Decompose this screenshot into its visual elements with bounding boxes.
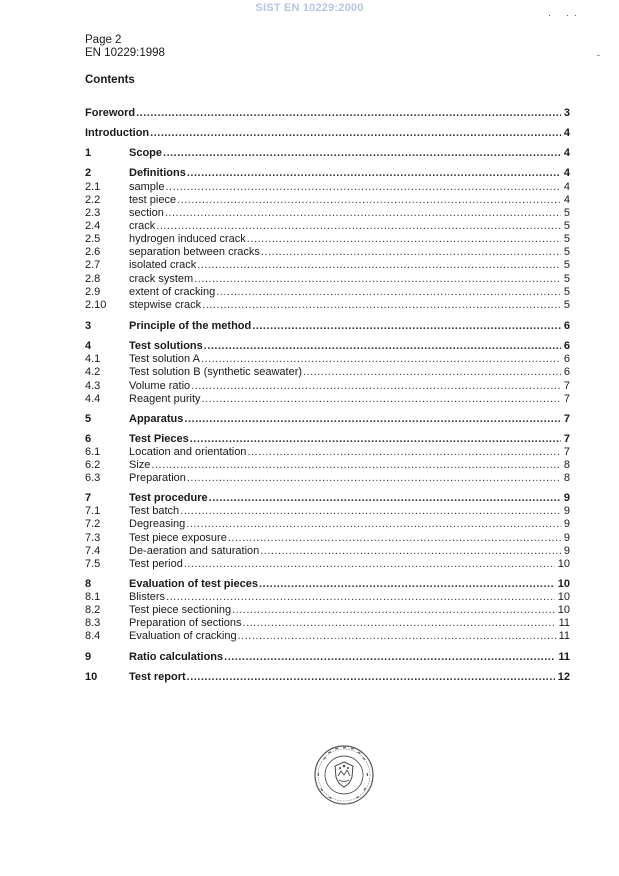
toc-entry (85, 107, 570, 120)
toc-entry-page: 6 (563, 320, 570, 332)
toc-entry (85, 380, 570, 393)
toc-entry-title: Scope (129, 147, 163, 159)
toc-leader-dots (204, 340, 561, 353)
toc-entry (85, 393, 570, 406)
toc-entry-number: 4.2 (85, 366, 101, 378)
toc-entry-page: 6 (563, 353, 570, 365)
toc-entry-title: Test solutions (129, 340, 203, 352)
toc-entry-title: Test period (129, 558, 183, 570)
toc-entry-number: 3 (85, 320, 92, 332)
toc-leader-dots (151, 459, 560, 472)
toc-entry-title: Test solution B (synthetic seawater) (129, 366, 303, 378)
toc-leader-dots (150, 127, 561, 140)
toc-leader-dots (136, 107, 561, 120)
toc-entry (85, 147, 570, 160)
toc-entry-title: Blisters (129, 591, 166, 603)
toc-entry-title: section (129, 207, 164, 219)
toc-entry-page: 4 (563, 147, 570, 159)
toc-entry (85, 433, 570, 446)
toc-entry-page: 3 (563, 107, 570, 119)
page-number: Page 2 (85, 34, 122, 46)
toc-leader-dots (243, 617, 556, 630)
scan-specks: · · · (548, 10, 577, 20)
toc-entry-title: Apparatus (129, 413, 184, 425)
toc-entry-page: 11 (558, 651, 570, 663)
toc-leader-dots (232, 604, 555, 617)
toc-entry (85, 181, 570, 194)
toc-entry-title: Definitions (129, 167, 186, 179)
toc-entry (85, 259, 570, 272)
toc-entry (85, 366, 570, 379)
toc-entry (85, 127, 570, 140)
toc-entry-title: De-aeration and saturation (129, 545, 260, 557)
toc-entry (85, 286, 570, 299)
toc-entry (85, 651, 570, 664)
scan-speck: - (597, 50, 600, 60)
toc-entry (85, 167, 570, 180)
toc-leader-dots (177, 194, 561, 207)
standard-number: EN 10229:1998 (85, 47, 165, 59)
toc-entry-number: 7.4 (85, 545, 101, 557)
toc-entry-title: extent of cracking (129, 286, 216, 298)
toc-entry (85, 472, 570, 485)
toc-leader-dots (259, 578, 555, 591)
toc-entry-number: 7.2 (85, 518, 101, 530)
toc-entry (85, 353, 570, 366)
toc-entry-page: 11 (558, 630, 570, 642)
toc-entry-number: 5 (85, 413, 92, 425)
toc-leader-dots (166, 591, 555, 604)
toc-entry-page: 9 (563, 505, 570, 517)
toc-entry-title: Location and orientation (129, 446, 247, 458)
toc-entry (85, 233, 570, 246)
contents-heading: Contents (85, 74, 135, 86)
toc-leader-dots (252, 320, 561, 333)
toc-entry-title: Evaluation of cracking (129, 630, 237, 642)
toc-entry-number: 8.1 (85, 591, 101, 603)
toc-entry-page: 7 (563, 393, 570, 405)
toc-entry-page: 12 (557, 671, 570, 683)
toc-entry-title: crack (129, 220, 156, 232)
toc-leader-dots (260, 545, 561, 558)
toc-leader-dots (186, 518, 561, 531)
toc-entry-page: 10 (557, 604, 570, 616)
official-seal-icon (313, 744, 375, 806)
toc-entry-page: 5 (563, 207, 570, 219)
toc-entry (85, 246, 570, 259)
toc-entry (85, 617, 570, 630)
toc-entry-page: 4 (563, 127, 570, 139)
toc-entry-number: 4.4 (85, 393, 101, 405)
toc-entry-page: 6 (563, 340, 570, 352)
toc-entry (85, 459, 570, 472)
toc-entry (85, 532, 570, 545)
toc-entry-title: isolated crack (129, 259, 197, 271)
toc-entry (85, 505, 570, 518)
toc-entry-title: hydrogen induced crack (129, 233, 246, 245)
toc-entry-number: 2.3 (85, 207, 101, 219)
toc-leader-dots (156, 220, 561, 233)
toc-entry-page: 5 (563, 273, 570, 285)
toc-entry-title: Evaluation of test pieces (129, 578, 258, 590)
toc-leader-dots (184, 558, 555, 571)
toc-entry (85, 446, 570, 459)
toc-entry-number: 4.3 (85, 380, 101, 392)
toc-entry-number: 2.5 (85, 233, 101, 245)
toc-entry (85, 492, 570, 505)
toc-leader-dots (224, 651, 555, 664)
toc-entry-number: 8 (85, 578, 92, 590)
toc-leader-dots (180, 505, 561, 518)
toc-entry-title: Preparation of sections (129, 617, 242, 629)
toc-entry-title: test piece (129, 194, 177, 206)
toc-leader-dots (187, 671, 555, 684)
toc-entry (85, 273, 570, 286)
toc-entry-title: Volume ratio (129, 380, 191, 392)
toc-entry-number: 2.2 (85, 194, 101, 206)
toc-entry-number: 2.8 (85, 273, 101, 285)
toc-entry-number: 6.3 (85, 472, 101, 484)
toc-entry (85, 630, 570, 643)
toc-entry-title: Preparation (129, 472, 186, 484)
toc-entry (85, 194, 570, 207)
toc-entry-page: 7 (563, 413, 570, 425)
toc-leader-dots (247, 446, 560, 459)
toc-entry-title: Test solution A (129, 353, 200, 365)
toc-entry-page: 5 (563, 286, 570, 298)
toc-leader-dots (238, 630, 556, 643)
toc-entry-page: 5 (563, 220, 570, 232)
toc-entry-number: 1 (85, 147, 92, 159)
toc-entry-number: 10 (85, 671, 98, 683)
toc-leader-dots (202, 299, 561, 312)
toc-entry-number: 2.1 (85, 181, 101, 193)
toc-entry-number: 2 (85, 167, 92, 179)
toc-entry-title: Reagent purity (129, 393, 201, 405)
toc-entry-number: 6.2 (85, 459, 101, 471)
toc-entry-title: crack system (129, 273, 194, 285)
toc-entry (85, 220, 570, 233)
toc-entry-number: 8.2 (85, 604, 101, 616)
toc-entry-page: 5 (563, 246, 570, 258)
toc-entry (85, 671, 570, 684)
toc-entry-page: 10 (557, 591, 570, 603)
toc-leader-dots (202, 393, 561, 406)
toc-entry-number: 7.1 (85, 505, 101, 517)
toc-leader-dots (216, 286, 561, 299)
toc-leader-dots (261, 246, 561, 259)
toc-entry-number: 2.9 (85, 286, 101, 298)
toc-entry (85, 578, 570, 591)
toc-leader-dots (184, 413, 560, 426)
toc-leader-dots (303, 366, 561, 379)
toc-entry-page: 7 (563, 433, 570, 445)
toc-entry-page: 9 (563, 492, 570, 504)
toc-leader-dots (163, 147, 561, 160)
toc-entry (85, 545, 570, 558)
toc-leader-dots (191, 380, 561, 393)
toc-entry-number: 4.1 (85, 353, 101, 365)
toc-leader-dots (165, 207, 561, 220)
toc-entry-page: 4 (563, 194, 570, 206)
toc-entry-title: Size (129, 459, 151, 471)
toc-entry (85, 413, 570, 426)
toc-leader-dots (165, 181, 560, 194)
toc-leader-dots (197, 259, 561, 272)
toc-entry-title: stepwise crack (129, 299, 202, 311)
toc-entry (85, 207, 570, 220)
toc-entry-title: Test report (129, 671, 186, 683)
toc-entry-page: 4 (563, 181, 570, 193)
toc-leader-dots (190, 433, 561, 446)
toc-entry-title: Test Pieces (129, 433, 189, 445)
toc-entry (85, 518, 570, 531)
toc-entry (85, 320, 570, 333)
toc-entry-title: Test piece sectioning (129, 604, 232, 616)
toc-entry-title: Test piece exposure (129, 532, 227, 544)
toc-leader-dots (247, 233, 561, 246)
toc-entry-number: 2.4 (85, 220, 101, 232)
toc-entry-title: Test procedure (129, 492, 208, 504)
toc-entry-number: 2.10 (85, 299, 107, 311)
toc-entry-title: Test batch (129, 505, 180, 517)
toc-entry-number: 7.3 (85, 532, 101, 544)
toc-entry-page: 10 (557, 578, 570, 590)
toc-leader-dots (194, 273, 561, 286)
toc-entry-page: 4 (563, 167, 570, 179)
toc-entry-number: 8.4 (85, 630, 101, 642)
page-header (85, 34, 165, 60)
toc-entry (85, 558, 570, 571)
toc-entry-title: Introduction (85, 127, 150, 139)
toc-entry-page: 9 (563, 545, 570, 557)
toc-entry-title: Degreasing (129, 518, 186, 530)
toc-leader-dots (209, 492, 561, 505)
toc-entry-number: 8.3 (85, 617, 101, 629)
toc-entry-number: 2.6 (85, 246, 101, 258)
toc-entry-title: separation between cracks (129, 246, 260, 258)
toc-entry-page: 6 (563, 366, 570, 378)
toc-entry-number: 7.5 (85, 558, 101, 570)
toc-entry (85, 604, 570, 617)
toc-entry-number: 6.1 (85, 446, 101, 458)
toc-entry-page: 5 (563, 233, 570, 245)
toc-leader-dots (228, 532, 561, 545)
toc-leader-dots (187, 167, 561, 180)
toc-entry-page: 8 (563, 459, 570, 471)
toc-entry-page: 8 (563, 472, 570, 484)
toc-entry-page: 9 (563, 518, 570, 530)
toc-entry-title: sample (129, 181, 165, 193)
toc-leader-dots (187, 472, 561, 485)
toc-entry-number: 9 (85, 651, 92, 663)
toc-entry-number: 2.7 (85, 259, 101, 271)
toc-entry-title: Principle of the method (129, 320, 252, 332)
toc-entry-page: 7 (563, 446, 570, 458)
toc-entry-number: 4 (85, 340, 92, 352)
toc-entry-page: 7 (563, 380, 570, 392)
toc-entry-page: 10 (557, 558, 570, 570)
toc-leader-dots (201, 353, 561, 366)
toc-entry-page: 9 (563, 532, 570, 544)
toc-entry-number: 6 (85, 433, 92, 445)
toc-entry-title: Ratio calculations (129, 651, 224, 663)
toc-entry-page: 5 (563, 259, 570, 271)
toc-entry (85, 591, 570, 604)
watermark: SIST EN 10229:2000 (255, 2, 364, 14)
toc-entry (85, 299, 570, 312)
toc-entry-page: 11 (558, 617, 570, 629)
toc-entry-title: Foreword (85, 107, 136, 119)
toc-entry (85, 340, 570, 353)
toc-entry-page: 5 (563, 299, 570, 311)
toc-entry-number: 7 (85, 492, 92, 504)
